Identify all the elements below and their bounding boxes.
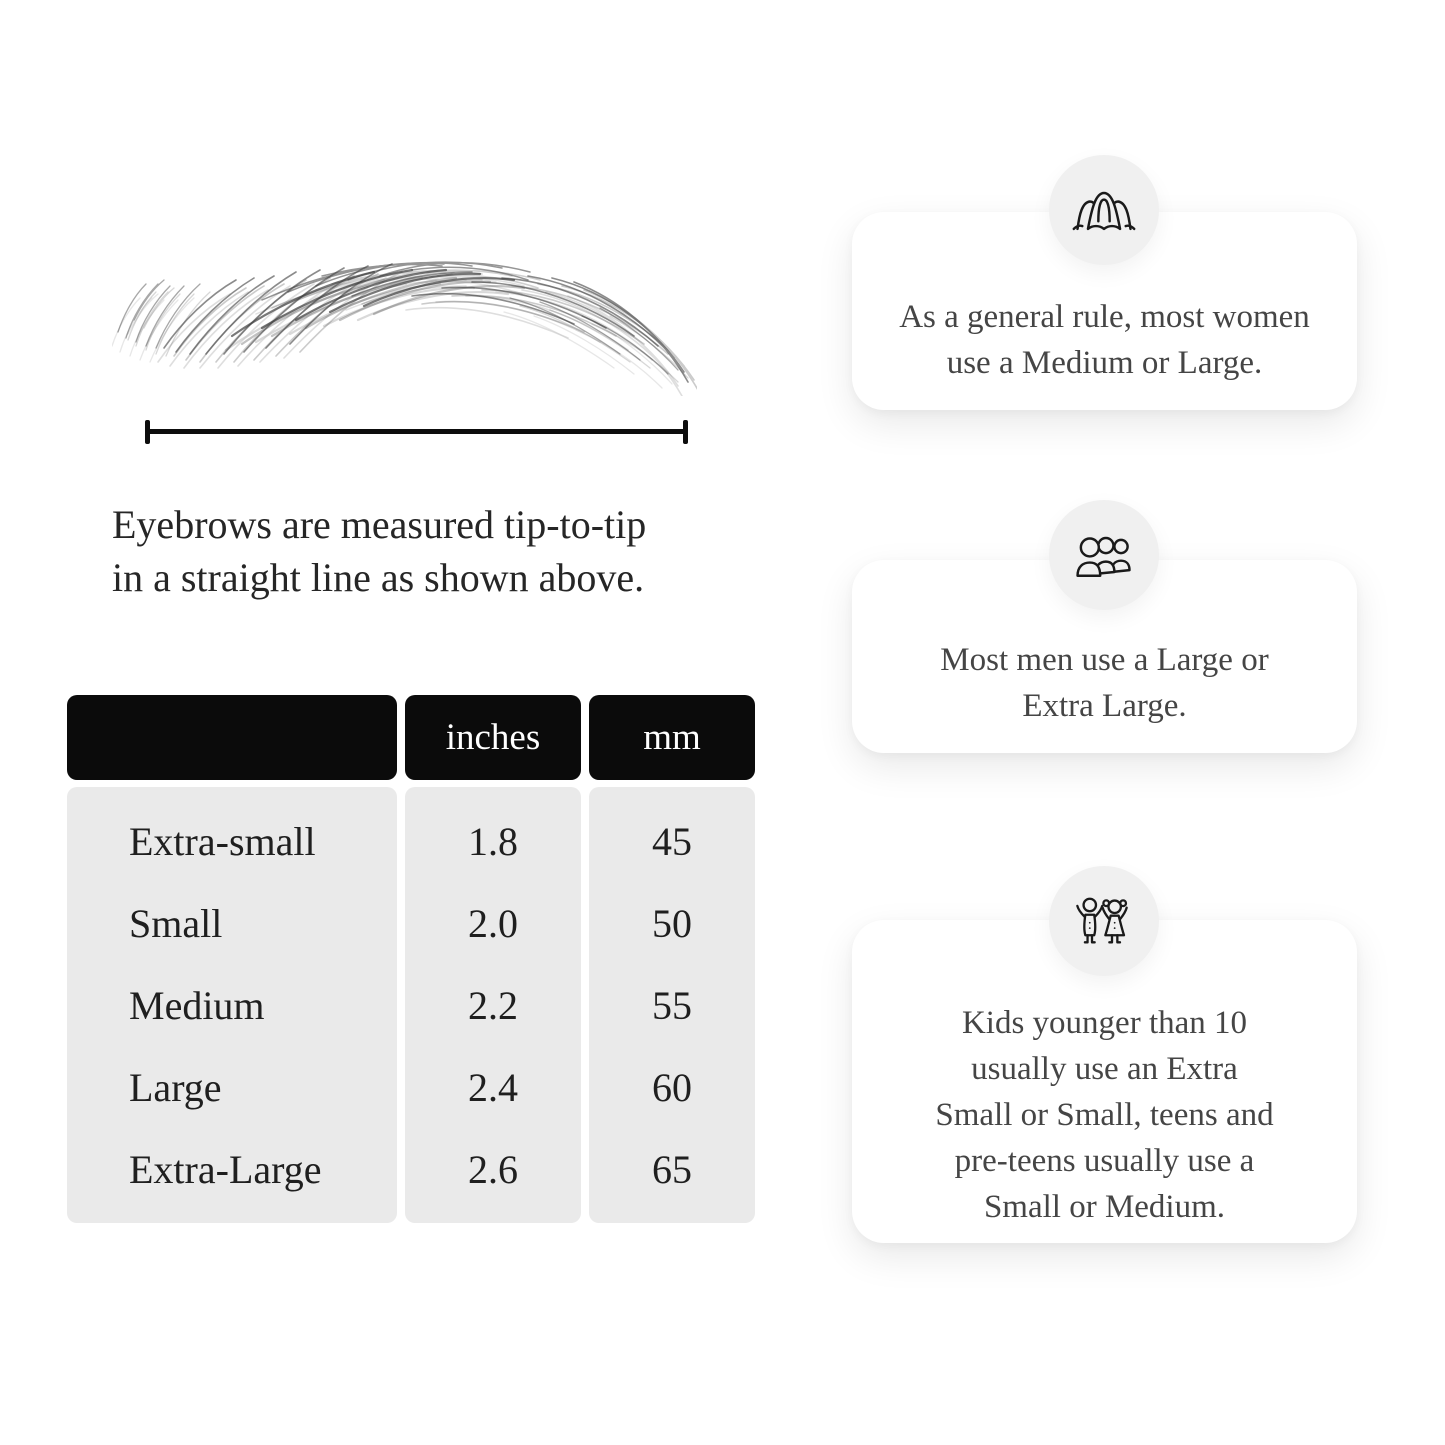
card-text-line: pre-teens usually use a: [954, 1142, 1255, 1179]
header-cell-inches: inches: [405, 695, 581, 780]
card-kids-text: [935, 1000, 1273, 1230]
inches-value: 1.8: [468, 818, 518, 864]
mm-column: [589, 787, 755, 1223]
table-row-label: Extra-small: [129, 818, 316, 864]
header-cell-mm: mm: [589, 695, 755, 780]
measure-bar: [145, 429, 688, 434]
table-row-label: Small: [129, 900, 223, 946]
size-table: [67, 695, 755, 1223]
card-text-line: As a general rule, most women: [899, 299, 1310, 335]
card-text-line: Small or Small, teens and: [935, 1096, 1274, 1133]
kids-icon-circle: [1049, 866, 1159, 976]
tip-to-tip-measure-line: [145, 419, 688, 445]
mm-value: 60: [652, 1064, 692, 1110]
inches-value: 2.0: [468, 900, 518, 946]
size-label-column: [67, 787, 397, 1223]
card-text-line: usually use an Extra: [971, 1050, 1238, 1087]
men-group-icon: [1070, 530, 1138, 580]
children-icon: [1072, 895, 1136, 947]
caption-line: Eyebrows are measured tip-to-tip: [112, 502, 647, 547]
mm-value: 50: [652, 900, 692, 946]
card-text-line: Kids younger than 10: [961, 1004, 1248, 1041]
inches-column: [405, 787, 581, 1223]
mm-value: 45: [652, 818, 692, 864]
women-group-icon: [1070, 185, 1138, 235]
card-text-line: use a Medium or Large.: [946, 345, 1263, 381]
women-icon-circle: [1049, 155, 1159, 265]
card-men-text: [940, 637, 1268, 729]
mm-value: 65: [652, 1146, 692, 1192]
inches-value: 2.4: [468, 1064, 518, 1110]
men-icon-circle: [1049, 500, 1159, 610]
header-cell-blank: [67, 695, 397, 780]
mm-value: 55: [652, 982, 692, 1028]
measurement-caption: [112, 498, 752, 604]
caption-line: in a straight line as shown above.: [112, 555, 645, 600]
table-row-label: Medium: [129, 982, 265, 1028]
card-women-text: [899, 294, 1310, 386]
eyebrow-illustration: [112, 236, 697, 396]
size-table-body: [67, 787, 755, 1223]
measure-end-cap-right: [683, 420, 688, 444]
table-row-label: Large: [129, 1064, 222, 1110]
inches-value: 2.2: [468, 982, 518, 1028]
card-text-line: Small or Medium.: [983, 1188, 1226, 1225]
card-text-line: Extra Large.: [1022, 687, 1187, 724]
card-text-line: Most men use a Large or: [940, 641, 1269, 678]
table-row-label: Extra-Large: [129, 1146, 322, 1192]
inches-value: 2.6: [468, 1146, 518, 1192]
size-table-header: [67, 695, 755, 780]
